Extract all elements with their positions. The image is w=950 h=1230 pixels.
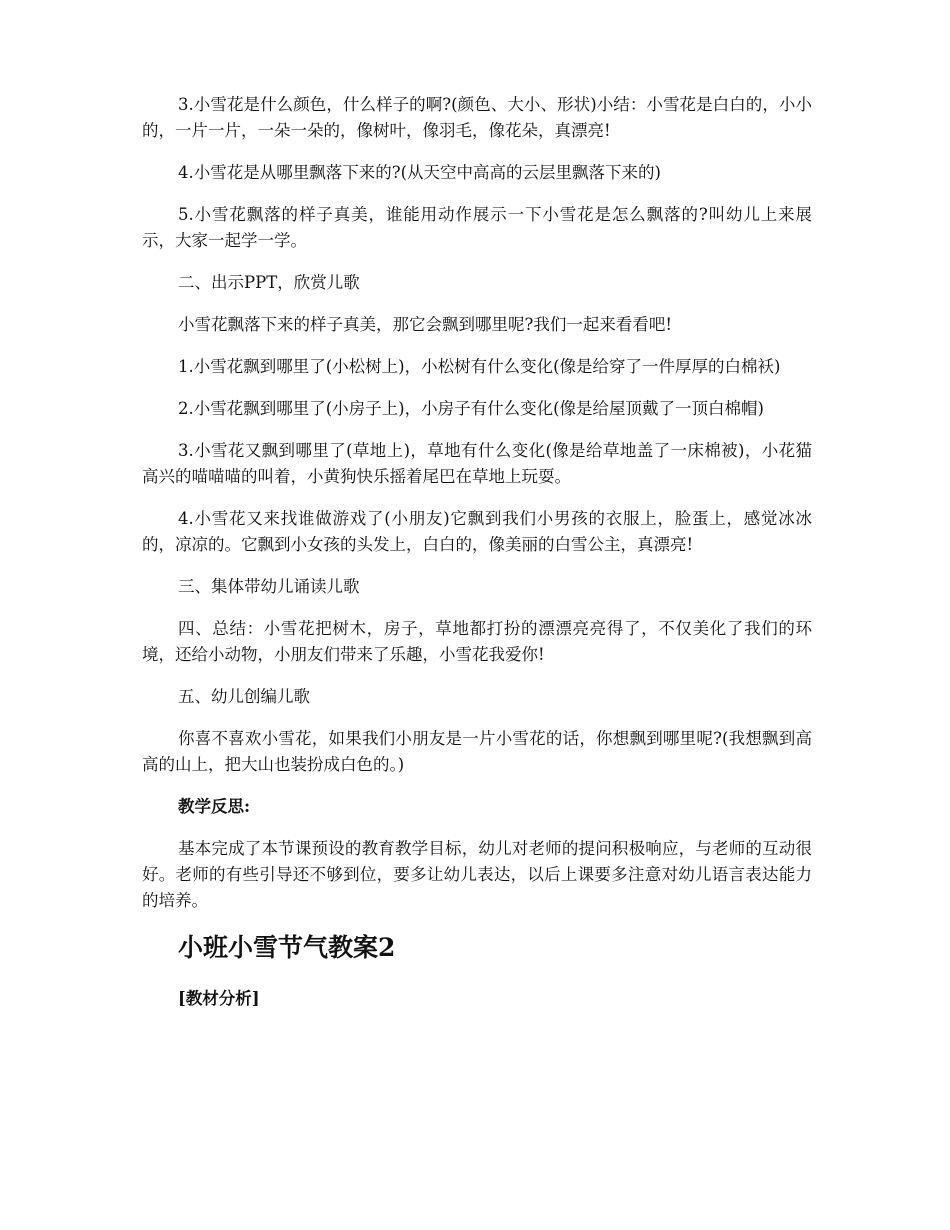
step-heading-create: 五、幼儿创编儿歌 xyxy=(178,687,310,706)
paragraph-pine-tree: 1.小雪花飘到哪里了(小松树上)，小松树有什么变化(像是给穿了一件厚厚的白棉袄) xyxy=(178,357,781,376)
paragraph-snowflake-origin: 4.小雪花是从哪里飘落下来的?(从天空中高高的云层里飘落下来的) xyxy=(178,163,661,182)
paragraph-snowflake-movement: 5.小雪花飘落的样子真美，谁能用动作展示一下小雪花是怎么飘落的?叫幼儿上来展示，大家一起学一学。 xyxy=(142,205,812,250)
document-body xyxy=(142,92,812,1012)
paragraph-where-snow-goes: 小雪花飘落下来的样子真美，那它会飘到哪里呢?我们一起来看看吧! xyxy=(178,315,672,334)
step-heading-recite: 三、集体带幼儿诵读儿歌 xyxy=(178,577,360,596)
paragraph-grassland: 3.小雪花又飘到哪里了(草地上)，草地有什么变化(像是给草地盖了一床棉被)，小花猫高兴的喵喵喵的叫着，小黄狗快乐摇着尾巴在草地上玩耍。 xyxy=(142,441,812,486)
paragraph-little-house: 2.小雪花飘到哪里了(小房子上)，小房子有什么变化(像是给屋顶戴了一顶白棉帽) xyxy=(178,399,764,418)
section-title: 小班小雪节气教案2 xyxy=(178,933,396,962)
paragraph-snowflake-appearance: 3.小雪花是什么颜色，什么样子的啊?(颜色、大小、形状)小结：小雪花是白白的，小小的，一片一片，一朵一朵的，像树叶，像羽毛，像花朵，真漂亮! xyxy=(142,95,812,140)
reflection-text: 基本完成了本节课预设的教育教学目标，幼儿对老师的提问积极响应，与老师的互动很好。老师的有些引导还不够到位，要多让幼儿表达，以后上课要多注意对幼儿语言表达能力的培养。 xyxy=(142,839,812,910)
paragraph-children: 4.小雪花又来找谁做游戏了(小朋友)它飘到我们小男孩的衣服上，脸蛋上，感觉冰冰的，凉凉的。它飘到小女孩的头发上，白白的，像美丽的白雪公主，真漂亮! xyxy=(142,509,812,554)
paragraph-create-rhyme: 你喜不喜欢小雪花，如果我们小朋友是一片小雪花的话，你想飘到哪里呢?(我想飘到高高的山上，把大山也装扮成白色的。) xyxy=(142,729,812,774)
sub-heading-material-analysis: [教材分析] xyxy=(178,989,260,1008)
step-heading-show-ppt: 二、出示PPT，欣赏儿歌 xyxy=(178,273,360,292)
reflection-heading: 教学反思: xyxy=(178,797,251,816)
step-heading-summary: 四、总结：小雪花把树木，房子，草地都打扮的漂漂亮亮得了，不仅美化了我们的环境，还给小动物，小朋友们带来了乐趣，小雪花我爱你! xyxy=(142,619,812,664)
